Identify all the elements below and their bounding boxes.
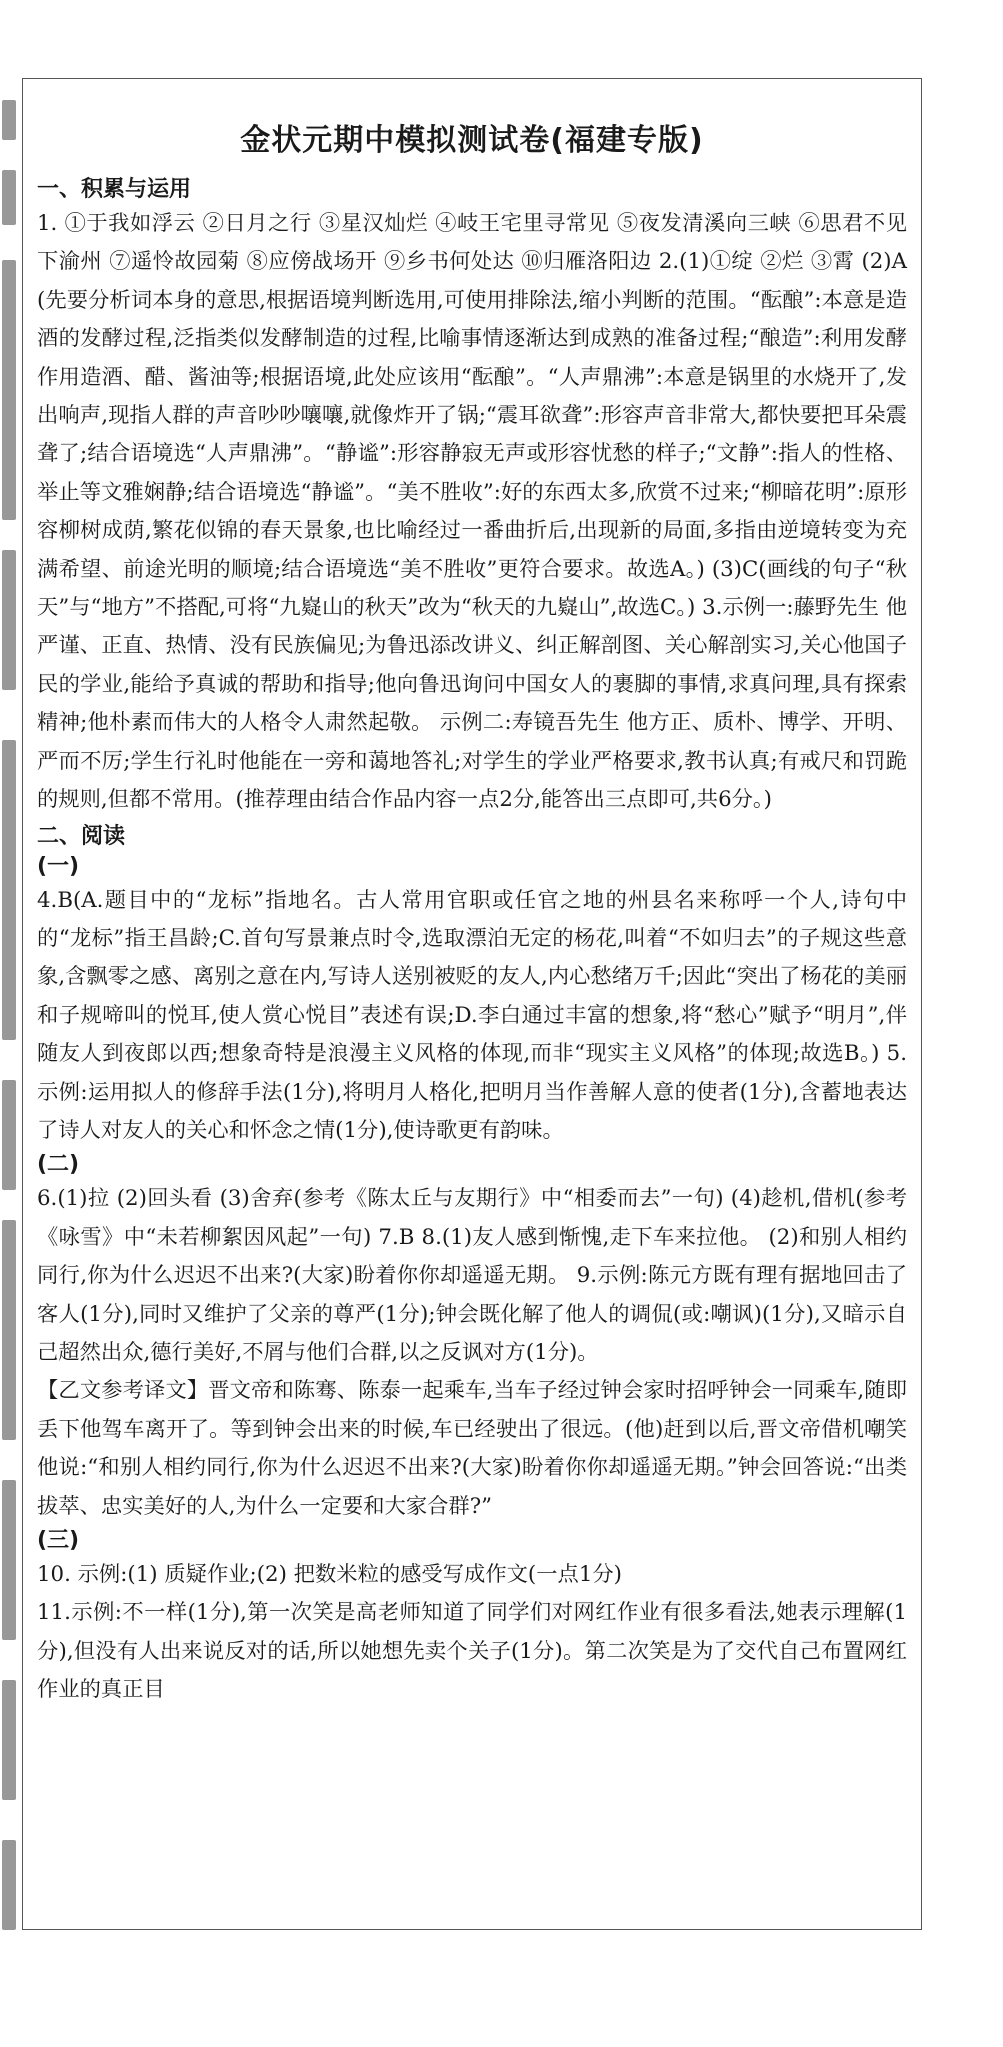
section-heading-accumulation: 一、积累与运用 (37, 177, 192, 202)
answer-paragraph-11: 11.示例:不一样(1分),第一次笑是高老师知道了同学们对网红作业有很多看法,她表示理解(1分),但没有人出来说反对的话,所以她想先卖个关子(1分)。第二次笑是为了交代自己布置网红作业的真正目 (37, 1600, 907, 1703)
section-heading-reading: 二、阅读 (37, 823, 126, 849)
subsection-heading-2: (二) (37, 1152, 80, 1178)
subsection-heading-3: (三) (37, 1528, 80, 1553)
subsection-heading-1: (一) (37, 853, 80, 879)
answer-paragraph-1: 1. ①于我如浮云 ②日月之行 ③星汉灿烂 ④岐王宅里寻常见 ⑤夜发清溪向三峡 ⑥思君不见下渝州 ⑦遥怜故园菊 ⑧应傍战场开 ⑨乡书何处达 ⑩归雁洛阳边 2.(1)①绽 ②烂 ③霄 (2)A(先要分析词本身的意思,根据语境判断选用,可使用排除法,缩小判断的范围。“酝酿”:本意是造酒的发酵过程,泛指类似发酵制造的过程,比喻事情逐渐达到成熟的准备过程;“酿造”:利用发酵作用造酒、醋、酱油等;根据语境,此处应该用“酝酿”。“人声鼎沸”:本意是锅里的水烧开了,发出响声,现指人群的声音吵吵嚷嚷,就像炸开了锅;“震耳欲聋”:形容声音非常大,都快要把耳朵震聋了;结合语境选“人声鼎沸”。“静谧”:形容静寂无声或形容忧愁的样子;“文静”:指人的性格、举止等文雅娴静;结合语境选“静谧”。“美不胜收”:好的东西太多,欣赏不过来;“柳暗花明”:原形容柳树成荫,繁花似锦的春天景象,也比喻经过一番曲折后,出现新的局面,多指由逆境转变为充满希望、前途光明的顺境;结合语境选“美不胜收”更符合要求。故选A。) (3)C(画线的句子“秋天”与“地方”不搭配,可将“九嶷山的秋天”改为“秋天的九嶷山”,故选C。) 3.示例一:藤野先生 他严谨、正直、热情、没有民族偏见;为鲁迅添改讲义、纠正解剖图、关心解剖实习,关心他国子民的学业,能给予真诚的帮助和指导;他向鲁迅询问中国女人的裹脚的事情,求真问理,具有探索精神;他朴素而伟大的人格令人肃然起敬。 示例二:寿镜吾先生 他方正、质朴、博学、开明、严而不厉;学生行礼时他能在一旁和蔼地答礼;对学生的学业严格要求,教书认真;有戒尺和罚跪的规则,但都不常用。(推荐理由结合作品内容一点2分,能答出三点即可,共6分。) (37, 211, 907, 813)
page-title: 金状元期中模拟测试卷(福建专版) (240, 123, 704, 158)
page-gutter-scan-edge (0, 100, 20, 1940)
answer-paragraph-3: 6.(1)拉 (2)回头看 (3)舍弃(参考《陈太丘与友期行》中“相委而去”一句) (4)趁机,借机(参考《咏雪》中“未若柳絮因风起”一句) 7.B 8.(1)友人感到惭愧,走下车来拉他。 (2)和别人相约同行,你为什么迟迟不出来?(大家)盼着你你却遥遥无期。 9.示例:陈元方既有理有据地回击了客人(1分),同时又维护了父亲的尊严(1分);钟会既化解了他人的调侃(或:嘲讽)(1分),又暗示自己超然出众,德行美好,不屑与他们合群,以之反讽对方(1分)。 (37, 1186, 907, 1365)
answer-sheet (22, 78, 922, 1930)
answer-paragraph-10: 10. 示例:(1) 质疑作业;(2) 把数米粒的感受写成作文(一点1分) (37, 1562, 622, 1587)
translation-paragraph: 【乙文参考译文】晋文帝和陈骞、陈泰一起乘车,当车子经过钟会家时招呼钟会一同乘车,随即丢下他驾车离开了。等到钟会出来的时候,车已经驶出了很远。(他)赶到以后,晋文帝借机嘲笑他说:“和别人相约同行,你为什么迟迟不出来?(大家)盼着你你却遥遥无期。”钟会回答说:“出类拔萃、忠实美好的人,为什么一定要和大家合群?” (37, 1378, 907, 1519)
answer-paragraph-2: 4.B(A.题目中的“龙标”指地名。古人常用官职或任官之地的州县名来称呼一个人,诗句中的“龙标”指王昌龄;C.首句写景兼点时令,选取漂泊无定的杨花,叫着“不如归去”的子规这些意象,含飘零之感、离别之意在内,写诗人送别被贬的友人,内心愁绪万千;因此“突出了杨花的美丽和子规啼叫的悦耳,使人赏心悦目”表述有误;D.李白通过丰富的想象,将“愁心”赋予“明月”,伴随友人到夜郎以西;想象奇特是浪漫主义风格的体现,而非“现实主义风格”的体现;故选B。) 5.示例:运用拟人的修辞手法(1分),将明月人格化,把明月当作善解人意的使者(1分),含蓄地表达了诗人对友人的关心和怀念之情(1分),使诗歌更有韵味。 (37, 887, 907, 1143)
